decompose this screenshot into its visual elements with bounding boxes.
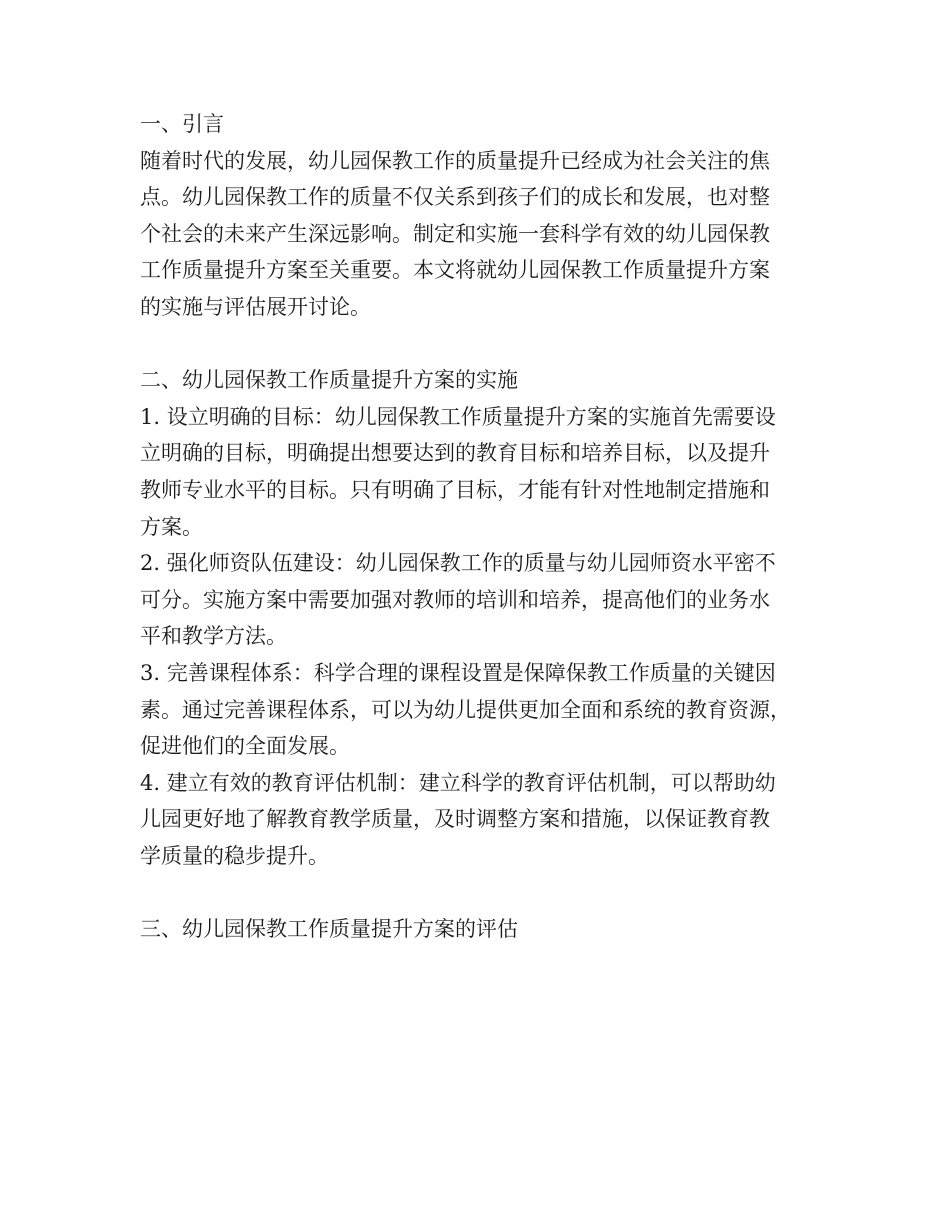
section-heading-introduction: 一、引言 xyxy=(140,112,224,136)
text-line: 教师专业水平的目标。只有明确了目标，才能有针对性地制定措施和 xyxy=(140,477,770,502)
text-line: 立明确的目标，明确提出想要达到的教育目标和培养目标，以及提升 xyxy=(140,441,770,466)
text-line: 4. 建立有效的教育评估机制：建立科学的教育评估机制，可以帮助幼 xyxy=(140,770,776,795)
section-heading-evaluation: 三、幼儿园保教工作质量提升方案的评估 xyxy=(140,917,518,942)
list-item-teachers xyxy=(140,545,860,655)
text-line: 点。幼儿园保教工作的质量不仅关系到孩子们的成长和发展，也对整 xyxy=(140,185,770,210)
text-line: 素。通过完善课程体系，可以为幼儿提供更加全面和系统的教育资源， xyxy=(140,697,791,722)
list-item-evaluation-mechanism xyxy=(140,765,860,875)
text-line: 2. 强化师资队伍建设：幼儿园保教工作的质量与幼儿园师资水平密不 xyxy=(140,551,776,576)
document-body xyxy=(140,106,860,948)
text-line: 方案。 xyxy=(140,514,203,539)
text-line: 平和教学方法。 xyxy=(140,624,287,649)
text-line: 学质量的稳步提升。 xyxy=(140,843,329,868)
text-line: 个社会的未来产生深远影响。制定和实施一套科学有效的幼儿园保教 xyxy=(140,221,770,246)
text-line: 儿园更好地了解教育教学质量，及时调整方案和措施，以保证教育教 xyxy=(140,807,770,832)
text-line: 可分。实施方案中需要加强对教师的培训和培养，提高他们的业务水 xyxy=(140,587,770,612)
text-line: 的实施与评估展开讨论。 xyxy=(140,294,371,319)
text-line: 工作质量提升方案至关重要。本文将就幼儿园保教工作质量提升方案 xyxy=(140,258,770,283)
text-line: 3. 完善课程体系：科学合理的课程设置是保障保教工作质量的关键因 xyxy=(140,660,776,685)
text-line: 促进他们的全面发展。 xyxy=(140,734,350,759)
list-item-curriculum xyxy=(140,655,860,765)
list-item-goals xyxy=(140,399,860,545)
paragraph-introduction xyxy=(140,143,860,326)
section-heading-implementation: 二、幼儿园保教工作质量提升方案的实施 xyxy=(140,368,518,393)
text-line: 随着时代的发展，幼儿园保教工作的质量提升已经成为社会关注的焦 xyxy=(140,148,770,173)
section-gap xyxy=(140,326,860,363)
section-gap xyxy=(140,874,860,911)
text-line: 1. 设立明确的目标：幼儿园保教工作质量提升方案的实施首先需要设 xyxy=(140,404,776,429)
